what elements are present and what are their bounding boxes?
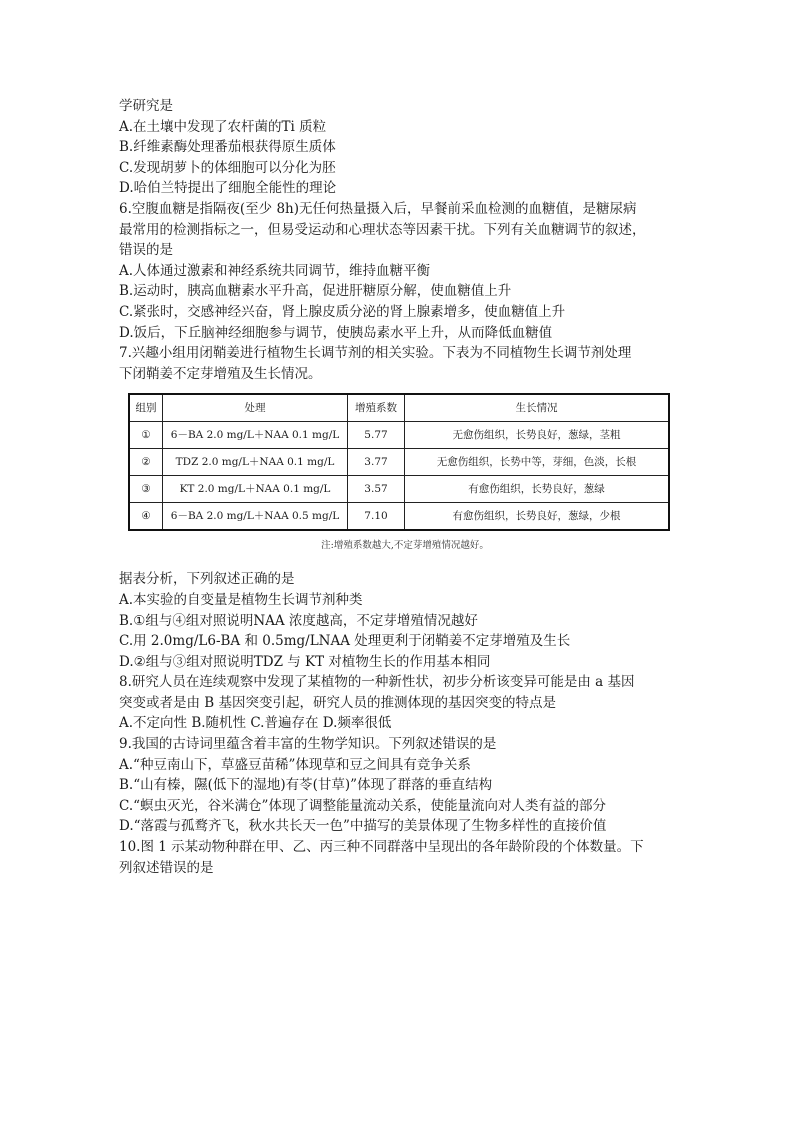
table-row <box>129 476 669 503</box>
option-d: D.饭后，下丘脑神经细胞参与调节，使胰岛素水平上升，从而降低血糖值 <box>119 324 553 341</box>
question-10 <box>119 837 679 878</box>
table-cell: ③ <box>129 476 163 503</box>
question-prompt: 据表分析，下列叙述正确的是 <box>119 571 295 588</box>
table-cell: KT 2.0 mg/L＋NAA 0.1 mg/L <box>163 476 348 503</box>
column-header: 组别 <box>129 394 163 422</box>
option-a: A.“种豆南山下，草盛豆苗稀”体现草和豆之间具有竞争关系 <box>119 756 471 773</box>
option-b: B.运动时，胰高血糖素水平升高，促进肝糖原分解，使血糖值上升 <box>119 283 512 300</box>
question-stem: 9.我国的古诗词里蕴含着丰富的生物学知识。下列叙述错误的是 <box>119 736 497 753</box>
option-c: C.紧张时，交感神经兴奋，肾上腺皮质分泌的肾上腺素增多，使血糖值上升 <box>119 303 566 320</box>
table-cell: 3.57 <box>348 476 405 503</box>
column-header: 生长情况 <box>405 394 670 422</box>
option-d: D.②组与③组对照说明TDZ 与 KT 对植物生长的作用基本相同 <box>119 653 491 670</box>
table-cell: 3.77 <box>348 449 405 476</box>
column-header: 处理 <box>163 394 348 422</box>
table-cell: 无愈伤组织，长势良好，葱绿，茎粗 <box>405 422 670 449</box>
option-c: C.用 2.0mg/L6-BA 和 0.5mg/LNAA 处理更利于闭鞘姜不定芽增殖及生长 <box>119 633 571 650</box>
question-stem: 下闭鞘姜不定芽增殖及生长情况。 <box>119 365 322 382</box>
exam-page <box>119 96 679 878</box>
table-cell: ② <box>129 449 163 476</box>
option-b: B.“山有榛，隰(低下的湿地)有苓(甘草)”体现了群落的垂直结构 <box>119 777 493 794</box>
option-b: B.①组与④组对照说明NAA 浓度越高，不定芽增殖情况越好 <box>119 612 478 629</box>
question-stem: 突变或者是由 B 基因突变引起，研究人员的推测体现的基因突变的特点是 <box>119 694 557 711</box>
option-a: A.本实验的自变量是植物生长调节剂种类 <box>119 591 363 608</box>
table-header-row <box>129 394 669 422</box>
question-stem: 学研究是 <box>119 98 173 114</box>
option-c: C.“螟虫灭光，谷米满仓”体现了调整能量流动关系，使能量流向对人类有益的部分 <box>119 797 606 814</box>
option-c: C.发现胡萝卜的体细胞可以分化为胚 <box>119 159 336 176</box>
table-cell: 有愈伤组织，长势良好，葱绿，少根 <box>405 503 670 531</box>
table-note: 注:增殖系数越大,不定芽增殖情况越好。 <box>321 540 489 552</box>
question-stem: 6.空腹血糖是指隔夜(至少 8h)无任何热量摄入后，早餐前采血检测的血糖值，是糖尿病 <box>119 200 637 217</box>
question-stem: 7.兴趣小组用闭鞘姜进行植物生长调节剂的相关实验。下表为不同植物生长调节剂处理 <box>119 345 632 362</box>
option-d: D.“落霞与孤鹜齐飞，秋水共长天一色”中描写的美景体现了生物多样性的直接价值 <box>119 818 607 835</box>
option-d: D.哈伯兰特提出了细胞全能性的理论 <box>119 180 337 197</box>
column-header: 增殖系数 <box>348 394 405 422</box>
option-a: A.人体通过激素和神经系统共同调节，维持血糖平衡 <box>119 262 431 279</box>
table-cell: ④ <box>129 503 163 531</box>
question-stem: 列叙述错误的是 <box>119 859 214 876</box>
table-cell: 无愈伤组织，长势中等，芽细，色淡，长根 <box>405 449 670 476</box>
question-7 <box>119 343 679 672</box>
question-stem: 8.研究人员在连续观察中发现了某植物的一种新性状，初步分析该变异可能是由 a 基因 <box>119 674 635 691</box>
table-row <box>129 503 669 531</box>
question-5-tail <box>119 96 679 199</box>
table-row <box>129 449 669 476</box>
options-line: A.不定向性 B.随机性 C.普遍存在 D.频率很低 <box>119 715 392 732</box>
question-stem: 最常用的检测指标之一，但易受运动和心理状态等因素干扰。下列有关血糖调节的叙述， <box>119 221 646 238</box>
table-row <box>129 422 669 449</box>
option-a: A.在土壤中发现了农杆菌的Ti 质粒 <box>119 118 327 135</box>
question-6 <box>119 199 679 343</box>
table-cell: 5.77 <box>348 422 405 449</box>
question-stem: 错误的是 <box>119 242 173 259</box>
table-cell: 有愈伤组织，长势良好，葱绿 <box>405 476 670 503</box>
table-cell: 6－BA 2.0 mg/L＋NAA 0.5 mg/L <box>163 503 348 531</box>
growth-regulator-table <box>128 393 670 531</box>
table-cell: ① <box>129 422 163 449</box>
table-cell: 6－BA 2.0 mg/L＋NAA 0.1 mg/L <box>163 422 348 449</box>
question-stem: 10.图 1 示某动物种群在甲、乙、丙三种不同群落中呈现出的各年龄阶段的个体数量。下 <box>119 839 644 856</box>
question-8 <box>119 672 679 734</box>
table-cell: TDZ 2.0 mg/L＋NAA 0.1 mg/L <box>163 449 348 476</box>
option-b: B.纤维素酶处理番茄根获得原生质体 <box>119 139 336 156</box>
table-cell: 7.10 <box>348 503 405 531</box>
question-9 <box>119 734 679 837</box>
